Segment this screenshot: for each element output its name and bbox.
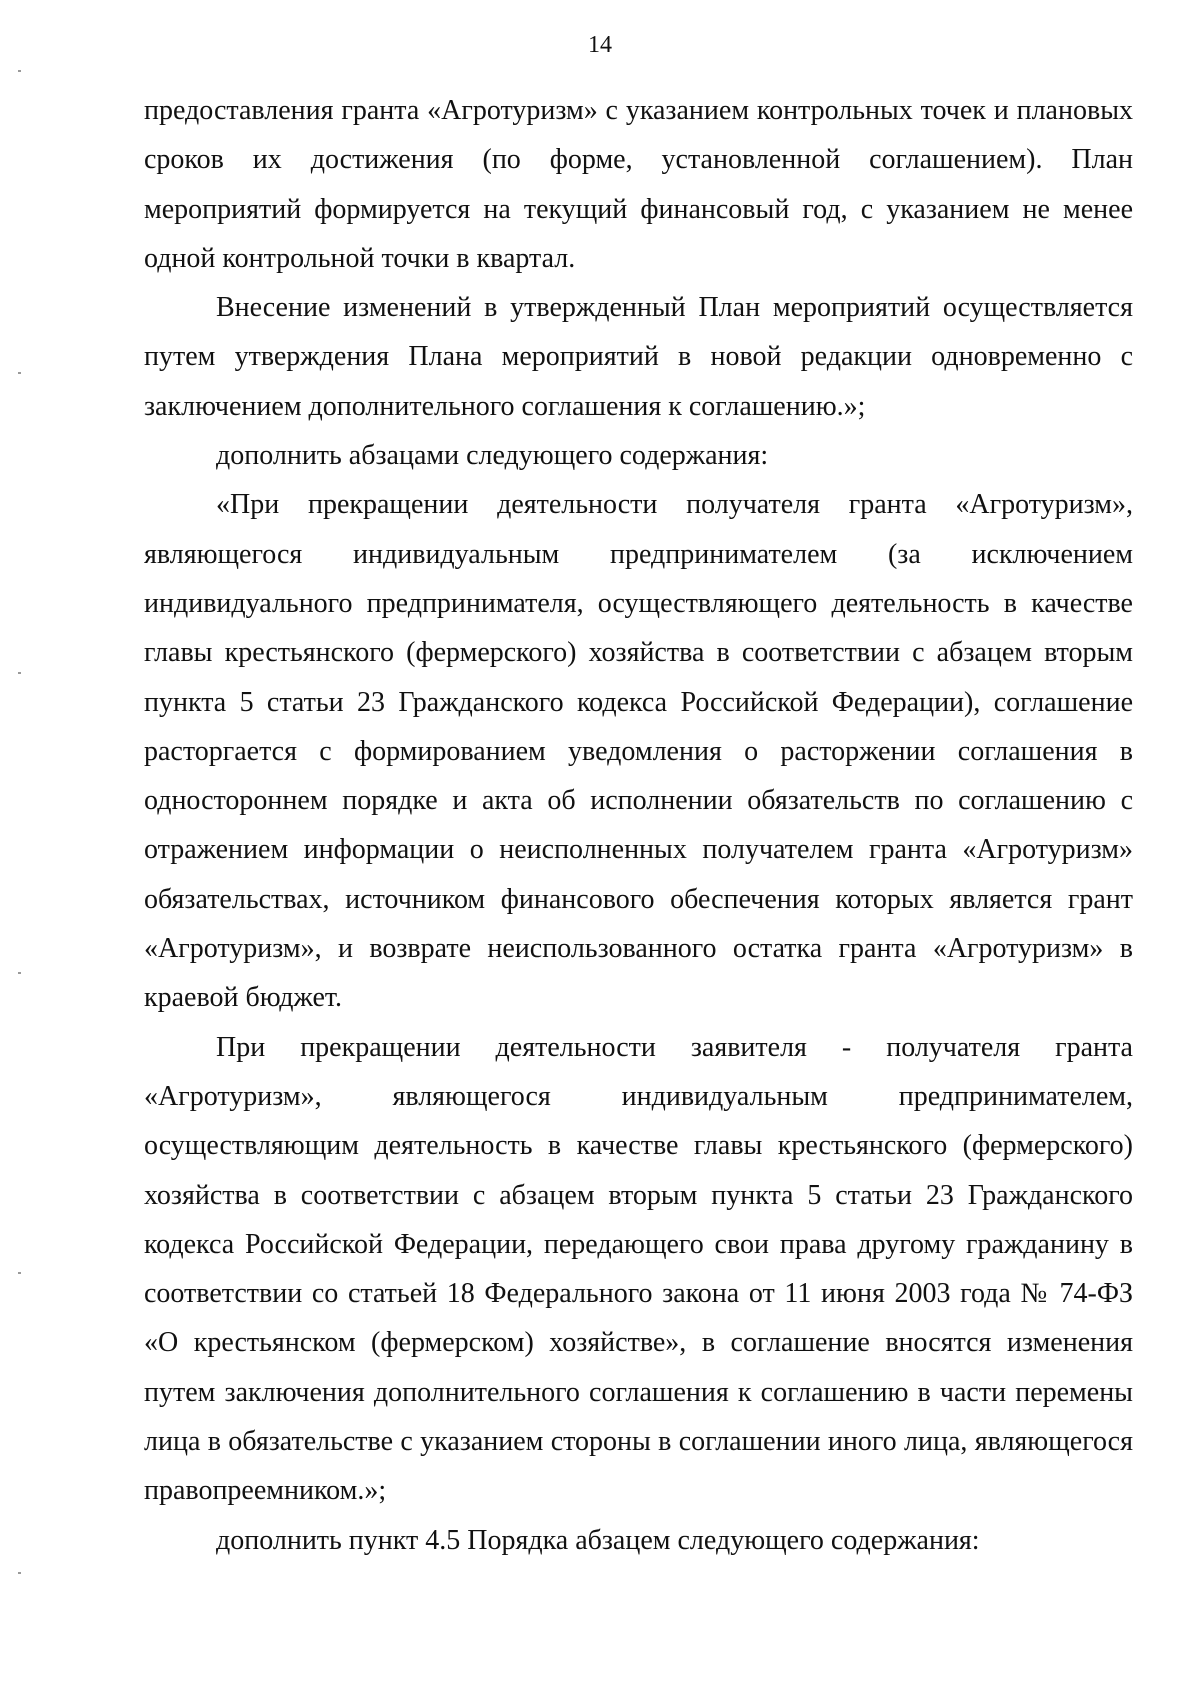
scan-margin-mark <box>18 70 21 72</box>
paragraph: «При прекращении деятельности получателя гранта «Агротуризм», являющегося индивидуальным предпринимателем (за исключением индивидуального предпринимателя, осуществляющего деятельность в качестве главы крестьянского (фермерского) хозяйства в соответствии с абзацем вторым пункта 5 статьи 23 Гражданского кодекса Российской Федерации), соглашение расторгается с формированием уведомления о расторжении соглашения в одностороннем порядке и акта об исполнении обязательств по соглашению с отражением информации о неисполненных получателем гранта «Агротуризм» обязательствах, источником финансового обеспечения которых является грант «Агротуризм», и возврате неиспользованного остатка гранта «Агротуризм» в краевой бюджет. <box>144 489 1133 1014</box>
paragraph: При прекращении деятельности заявителя - получателя гранта «Агротуризм», являющегося индивидуальным предпринимателем, осуществляющим деятельность в качестве главы крестьянского (фермерского) хозяйства в соответствии с абзацем вторым пункта 5 статьи 23 Гражданского кодекса Российской Федерации, передающего свои права другому гражданину в соответствии со статьей 18 Федерального закона от 11 июня 2003 года № 74-ФЗ «О крестьянском (фермерском) хозяйстве», в соглашение вносятся изменения путем заключения дополнительного соглашения к соглашению в части перемены лица в обязательстве с указанием стороны в соглашении иного лица, являющегося правопреемником.»; <box>144 1031 1133 1507</box>
paragraph: Внесение изменений в утвержденный План мероприятий осуществляется путем утверждения Плана мероприятий в новой редакции одновременно с заключением дополнительного соглашения к соглашению.»; <box>144 292 1133 422</box>
scan-margin-mark <box>18 1272 21 1274</box>
paragraph: предоставления гранта «Агротуризм» с указанием контрольных точек и плановых сроков их достижения (по форме, установленной соглашением). План мероприятий формируется на текущий финансовый год, с указанием не менее одной контрольной точки в квартал. <box>144 95 1133 274</box>
scan-margin-mark <box>18 972 21 974</box>
scan-margin-mark <box>18 372 21 374</box>
paragraph: дополнить пункт 4.5 Порядка абзацем следующего содержания: <box>216 1524 980 1556</box>
page-number: 14 <box>588 32 612 58</box>
scan-margin-mark <box>18 1572 21 1574</box>
document-body <box>144 86 1133 1565</box>
scan-margin-mark <box>18 672 21 674</box>
paragraph: дополнить абзацами следующего содержания: <box>216 440 769 472</box>
